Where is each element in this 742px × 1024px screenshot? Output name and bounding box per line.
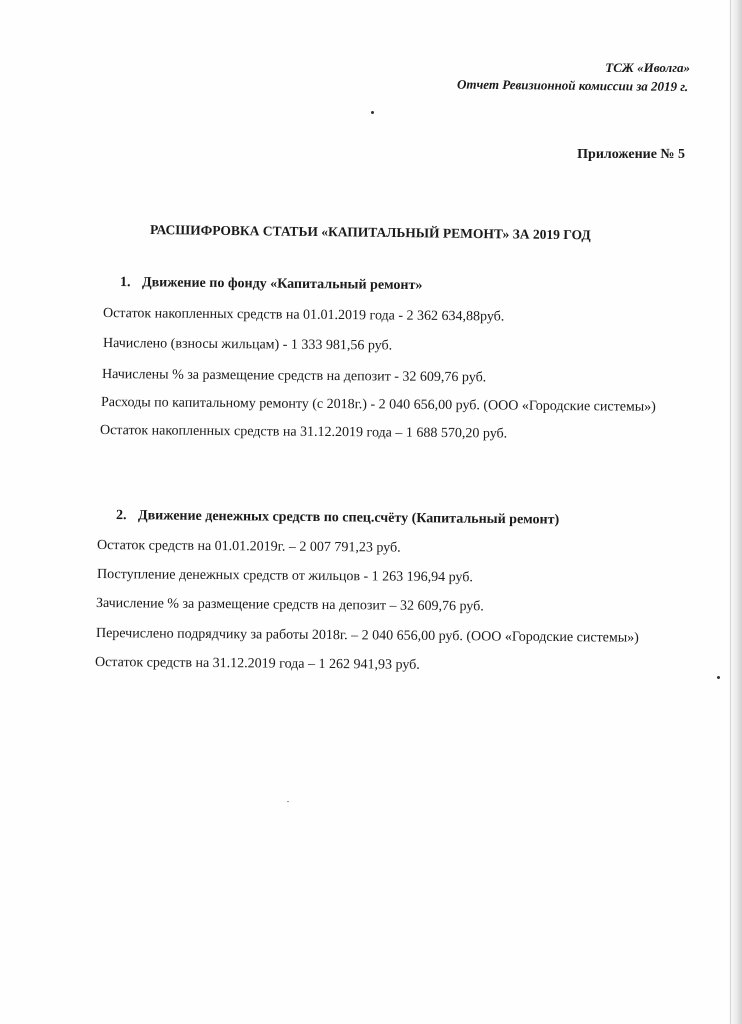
page-edge-line — [730, 0, 731, 1024]
section-2-line-2: Поступление денежных средств от жильцов - 1 263 196,94 руб. — [96, 567, 473, 586]
section-2-line-3: Зачисление % за размещение средств на депозит – 32 609,76 руб. — [95, 596, 484, 615]
section-1-line-5: Остаток накопленных средств на 31.12.2019 года – 1 688 570,20 руб. — [99, 423, 508, 442]
section-1-heading — [120, 275, 423, 294]
section-2-line-4: Перечислено подрядчику за работы 2018г. – 2 040 656,00 руб. (ООО «Городские системы») — [95, 626, 639, 646]
section-2-line-1: Остаток средств на 01.01.2019г. – 2 007 791,23 руб. — [96, 538, 401, 556]
section-1-line-3: Начислены % за размещение средств на депозит - 32 609,76 руб. — [101, 367, 487, 386]
scan-speck — [287, 801, 289, 802]
document-title: РАСШИФРОВКА СТАТЬИ «КАПИТАЛЬНЫЙ РЕМОНТ» ЗА 2019 ГОД — [149, 222, 591, 243]
section-1-line-2: Начислено (взносы жильцам) - 1 333 981,56 руб. — [102, 336, 393, 354]
section-1-line-4: Расходы по капитальному ремонту (с 2018г.) - 2 040 656,00 руб. (ООО «Городские системы») — [100, 395, 656, 415]
header-organization: ТСЖ «Иволга» — [605, 60, 690, 75]
section-1-line-1: Остаток накопленных средств на 01.01.2019 года - 2 362 634,88руб. — [102, 306, 505, 325]
section-2-number: 2. — [115, 508, 127, 524]
section-2-line-5: Остаток средств на 31.12.2019 года – 1 262 941,93 руб. — [94, 655, 420, 673]
section-2-title: Движение денежных средств по спец.счёту (Капитальный ремонт) — [137, 508, 560, 528]
section-1-number: 1. — [119, 275, 131, 291]
scan-speck — [717, 676, 720, 679]
scan-speck — [371, 111, 374, 114]
header-report-title: Отчет Ревизионной комиссии за 2019 г. — [456, 76, 689, 94]
section-2-heading — [116, 508, 559, 529]
section-1-title: Движение по фонду «Капитальный ремонт» — [141, 275, 423, 294]
appendix-label: Приложение № 5 — [577, 147, 685, 162]
